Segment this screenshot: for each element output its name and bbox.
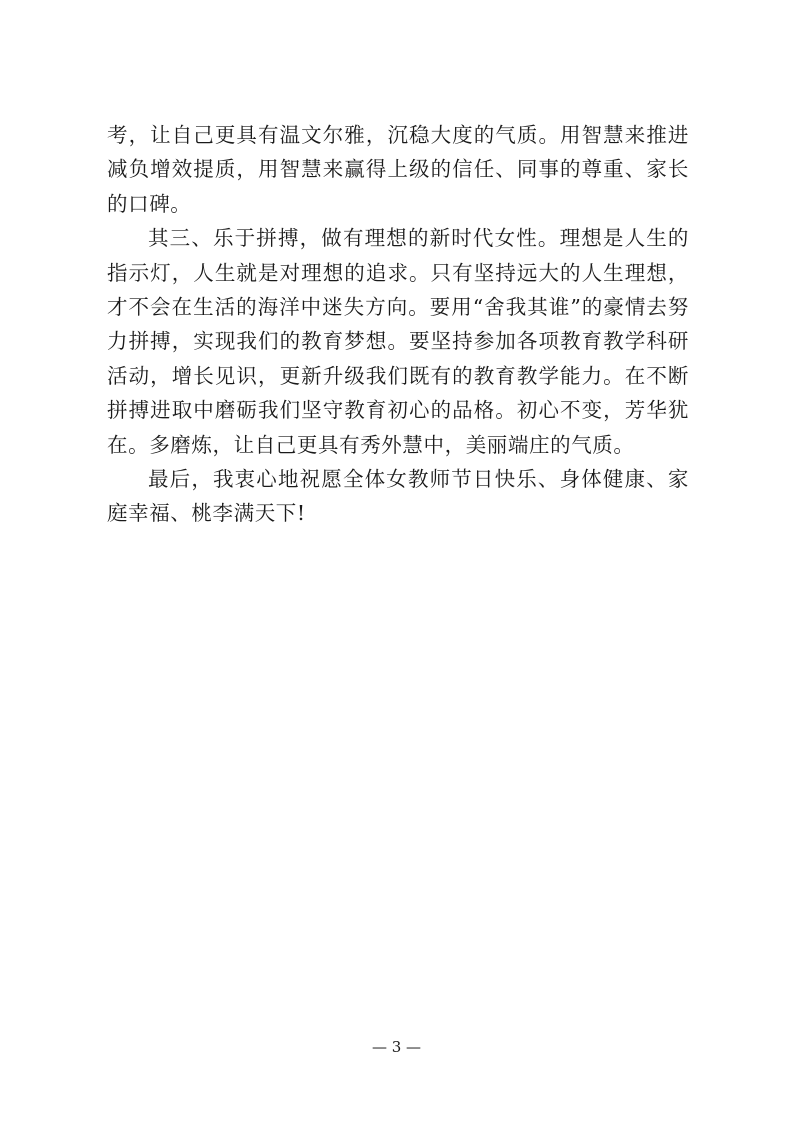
body-text <box>107 118 689 531</box>
paragraph-closing: 最后，我衷心地祝愿全体女教师节日快乐、身体健康、家庭幸福、桃李满天下! <box>107 467 689 526</box>
paragraph-third-point: 其三、乐于拼搏，做有理想的新时代女性。理想是人生的指示灯，人生就是对理想的追求。只有坚持远大的人生理想，才不会在生活的海洋中迷失方向。要用“舍我其谁”的豪情去努力拼搏，实现我们的教育梦想。要坚持参加各项教育教学科研活动，增长见识，更新升级我们既有的教育教学能力。在不断拼搏进取中磨砺我们坚守教育初心的品格。初心不变，芳华犹在。多磨炼，让自己更具有秀外慧中，美丽端庄的气质。 <box>107 226 689 457</box>
page-number: — 3 — <box>371 1038 422 1056</box>
paragraph-continued: 考，让自己更具有温文尔雅，沉稳大度的气质。用智慧来推进减负增效提质，用智慧来赢得上级的信任、同事的尊重、家长的口碑。 <box>107 123 689 216</box>
